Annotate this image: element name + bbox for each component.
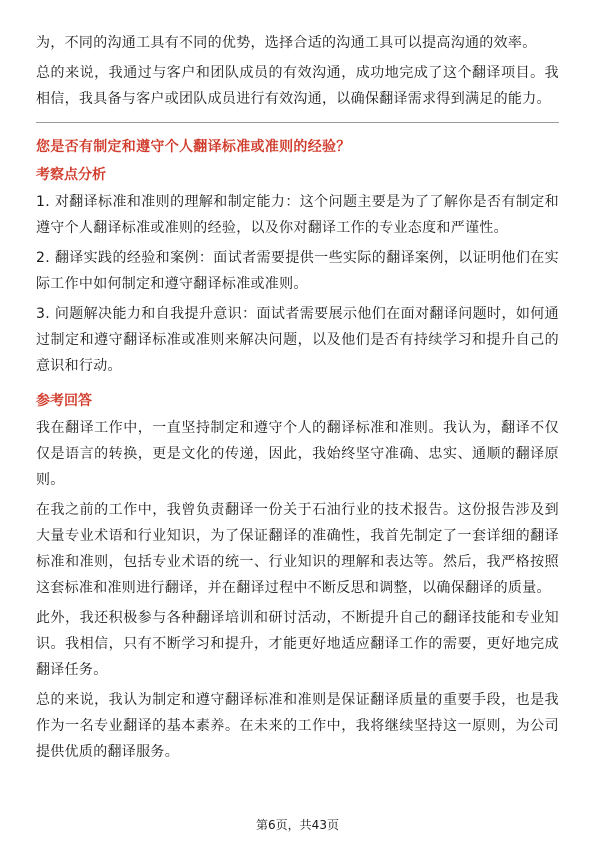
page-number: 第6页，共43页 bbox=[256, 818, 339, 832]
answer-paragraph: 此外，我还积极参与各种翻译培训和研讨活动，不断提升自己的翻译技能和专业知识。我相信，只有不断学习和提升，才能更好地适应翻译工作的需要，更好地完成翻译任务。 bbox=[36, 610, 559, 678]
analysis-point: 2. 翻译实践的经验和案例：面试者需要提供一些实际的翻译案例，以证明他们在实际工作中如何制定和遵守翻译标准或准则。 bbox=[36, 250, 559, 292]
answer-title: 参考回答 bbox=[36, 393, 92, 409]
question-heading: 您是否有制定和遵守个人翻译标准或准则的经验？ bbox=[36, 139, 351, 155]
intro-paragraph: 总的来说，我通过与客户和团队成员的有效沟通，成功地完成了这个翻译项目。我相信，我具备与客户或团队成员进行有效沟通，以确保翻译需求得到满足的能力。 bbox=[36, 65, 559, 107]
analysis-title: 考察点分析 bbox=[36, 167, 106, 183]
answer-paragraph: 我在翻译工作中，一直坚持制定和遵守个人的翻译标准和准则。我认为，翻译不仅仅是语言的转换，更是文化的传递，因此，我始终坚守准确、忠实、通顺的翻译原则。 bbox=[36, 420, 559, 488]
section-divider bbox=[36, 122, 559, 123]
document-page bbox=[36, 30, 559, 769]
answer-paragraph: 总的来说，我认为制定和遵守翻译标准和准则是保证翻译质量的重要手段，也是我作为一名专业翻译的基本素养。在未来的工作中，我将继续坚持这一原则，为公司提供优质的翻译服务。 bbox=[36, 692, 559, 760]
intro-paragraph: 为，不同的沟通工具有不同的优势，选择合适的沟通工具可以提高沟通的效率。 bbox=[36, 35, 537, 51]
answer-paragraph: 在我之前的工作中，我曾负责翻译一份关于石油行业的技术报告。这份报告涉及到大量专业术语和行业知识，为了保证翻译的准确性，我首先制定了一套详细的翻译标准和准则，包括专业术语的统一、行业知识的理解和表达等。然后，我严格按照这套标准和准则进行翻译，并在翻译过程中不断反思和调整，以确保翻译的质量。 bbox=[36, 502, 559, 596]
analysis-point: 3. 问题解决能力和自我提升意识：面试者需要展示他们在面对翻译问题时，如何通过制定和遵守翻译标准或准则来解决问题，以及他们是否有持续学习和提升自己的意识和行动。 bbox=[36, 306, 559, 374]
analysis-point: 1. 对翻译标准和准则的理解和制定能力：这个问题主要是为了了解你是否有制定和遵守个人翻译标准或准则的经验，以及你对翻译工作的专业态度和严谨性。 bbox=[36, 194, 559, 236]
